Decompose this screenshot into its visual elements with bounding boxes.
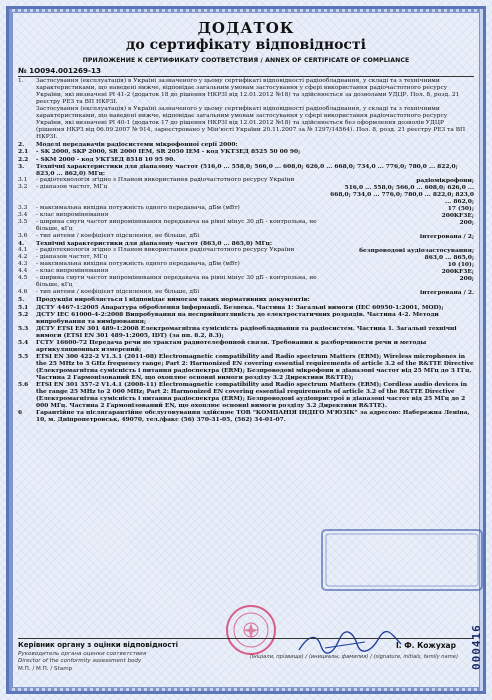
blue-rectangular-stamp-icon [318, 520, 488, 610]
clause-text: - діапазон частот, МГц [36, 183, 108, 190]
clause-value: 17 (50); [447, 204, 474, 212]
clause-number: 5.2 [18, 310, 29, 318]
clause-number: 4.3 [18, 261, 28, 268]
clause-row [18, 177, 474, 184]
clause-text: - клас випромінювання [36, 211, 109, 218]
clause-row [18, 205, 474, 212]
clause-row [18, 148, 474, 155]
serial-number: 000416 [470, 624, 483, 670]
clause-text: ГСТУ 16600-72 Передача речи по трактам радиотелефонной связи. Требования к разборчивости речи и методы артикуляционных измерений; [36, 338, 427, 353]
clause-row [18, 78, 474, 106]
clause-number: 4.6 [18, 289, 28, 296]
clause-row [18, 304, 474, 311]
clause-row [18, 325, 474, 339]
clause-text: - діапазон частот, МГц [36, 254, 108, 261]
authority-title-en: Director of the conformity assessment body [18, 658, 142, 664]
clause-row [18, 106, 474, 141]
clause-text: Застосування (експлуатація) в Україні зазначеного у цьому сертифікаті відповідності радіообладнання, у складі та з технічними характеристиками, що наведені нижче, відповідає загальним умовам застосування у сфері використання радіочастотного ресурсу України, які визначені РІ 40-1 (додаток 17 до рішення НКРЗІ від 12.01.2012 №18) та здійснюється без оформлення дозволів УДЦР (рішення НКРЗ від 06.09.2007 № 914, зареєстровано у Мін'юсті України 20.11.2007 за № 1297/14564). Пол. 8, розд. 21 реєстру РЕЗ та ВП НКРЗІ. [36, 106, 466, 141]
clause-text: Застосування (експлуатація) в Україні зазначеного у цьому сертифікаті відповідності радіообладнання, у складі та з технічними характеристиками, що наведені нижче, відповідає загальним умовам застосування у сфері використання радіочастотного ресурсу України, які визначені РІ 41-2 (додаток 18 до рішення НКРЗІ від 12.01.2012 №18) та здійснюється за дозволами УДЦР. Пол. 8, розд. 21 реєстру РЕЗ та ВП НКРЗІ. [36, 78, 460, 106]
clause-row [18, 212, 474, 219]
clause-number: 1. [18, 78, 24, 84]
clause-row [18, 339, 474, 353]
clause-text: - SK 2000, SKP 2000, SR 2000 IEM, SR 2050 IEM - код УКТЗЕД 8525 50 00 90; [36, 148, 301, 156]
clause-value: 863,0 ... 865,0; [424, 254, 474, 262]
clause-row [18, 184, 474, 205]
clause-number: 2. [18, 141, 25, 149]
clauses-list [18, 78, 474, 423]
authority-title: Керівник органу з оцінки відповідності [18, 641, 178, 649]
clause-text: Технічні характеристики для діапазону частот (516,0 ... 558,0; 566,0 ... 608,0; 626,0 ... 668,0; 734,0 ... 776,0; 780,0 ... 822,0; 823,0 ... 862,0) МГц: [36, 162, 458, 177]
clause-row [18, 141, 474, 148]
clause-value: інтегрована / 2; [419, 233, 474, 241]
stamp-label: М.П. / М.П. / Stamp [18, 666, 73, 672]
clause-text: - тип антени / коефіцієнт підсилення, не більше, дБі [36, 289, 200, 296]
clause-value: інтегрована / 2. [419, 289, 474, 297]
clause-number: 2.2 [18, 155, 29, 163]
clause-row [18, 289, 474, 296]
clause-text: - SKM 2000 - код УКТЗЕД 8518 10 95 90. [36, 155, 176, 163]
clause-text: ДСТУ 4467-1:2005 Апаратура оброблення інформації. Безпека. Частина 1: Загальні вимоги (IEC 60950-1:2001, MOD); [36, 303, 444, 311]
certificate-number: № 1O094.001269-13 [18, 66, 474, 77]
clause-text: - тип антени / коефіцієнт підсилення, не більше, дБі [36, 233, 200, 240]
clause-number: 4.2 [18, 254, 28, 261]
clause-row [18, 296, 474, 303]
clause-number: 3. [18, 162, 25, 170]
clause-number: 6 [18, 409, 23, 417]
clause-row [18, 409, 474, 423]
clause-value: 516,0 ... 558,0; 566,0 ... 608,0; 626,0 ... 668,0; 734,0 ... 776,0; 780,0 ... 822,0; 823,0 ... 862,0; [330, 183, 474, 205]
clause-number: 3.4 [18, 211, 28, 218]
document-title: ДОДАТОК [197, 20, 295, 37]
clause-text: - ширина смуги частот випромінювання передавача на рівні мінус 30 дБ - контрольна, не більше, кГц [36, 275, 317, 289]
signature-footer [18, 638, 474, 678]
clause-number: 5.3 [18, 324, 29, 332]
clause-value: безпроводові аудіозастосування; [359, 247, 474, 255]
clause-row [18, 156, 474, 163]
clause-number: 4.1 [18, 247, 28, 254]
clause-text: ДСТУ IEC 61000-4-2:2008 Випробування на несприйнятливість до електростатичних розрядів. Частина 4-2. Методи випробування та вимірювання; [36, 310, 439, 325]
clause-text: ДСТУ ETSI EN 301 489-1:2008 Електромагнітна сумісність радіообладнання та радіосистем. Частина 1. Загальні технічні вимоги (ETSI EN 301 489-1:2005, IDT) (за пп. 8.2, 8.3); [36, 324, 457, 339]
clause-row [18, 275, 474, 289]
clause-number: 4.5 [18, 275, 28, 282]
clause-row [18, 268, 474, 275]
clause-number: 4. [18, 240, 25, 248]
clause-number: 3.6 [18, 233, 28, 240]
clause-number: 3.2 [18, 183, 28, 190]
clause-number [18, 106, 36, 141]
clause-number: 5. [18, 296, 25, 304]
clause-text: Технічні характеристики для діапазону частот (863,0 ... 865,0) МГц: [36, 240, 273, 248]
clause-text: ETSI EN 300 422-2 V1.3.1 (2011-08) Electromagnetic compatibility and Radio spectrum Matters (ERM); Wireless microphones in the 25 MHz to 3 GHz frequency range; Part 2: Harmonized EN covering essential requirements of article 3.2 of the R&TTE Directive (Електромагнітна сумісність і питання радіоспектра (ERM); Безпроводові мікрофони в діапазоні частот від 25 МГц до 3 ГГц. Частина 2 Гармонізований EN, що охоплює основні вимоги розділу 3.2 Директиви R&TTE); [36, 352, 474, 381]
clause-row [18, 353, 474, 381]
clause-row [18, 219, 474, 233]
clause-row [18, 311, 474, 325]
clause-number: 4.4 [18, 268, 28, 275]
authority-title-ru: Руководитель органа оценки соответствия [18, 651, 147, 657]
clause-row [18, 261, 474, 268]
clause-number: 5.1 [18, 303, 29, 311]
clause-text: - максимальна вихідна потужність одного передавача, дБм (мВт) [36, 261, 240, 268]
clause-number: 3.5 [18, 218, 28, 225]
document-subtitle: до сертифікату відповідності [126, 37, 366, 53]
clause-number: 3.3 [18, 204, 28, 211]
clause-value: 200KF3E; [441, 268, 474, 276]
clause-text: - радіотехнологія згідно з Планом використання радіочастотного ресурсу України [36, 247, 295, 254]
clause-text: ETSI EN 301 357-2 V1.4.1 (2008-11) Electromagnetic compatibility and Radio spectrum Matters (ERM); Cordless audio devices in the range 25 MHz to 2 000 MHz; Part 2: Harmonized EN covering essential requirements of article 3.2 of the R&TTE Directive (Електромагнітна сумісність і питання радіоспектра (ERM); Безпроводові аудіопристрої в діапазоні частот від 25 МГц до 2 000 МГц. Частина 2 Гармонізований EN, що охоплює основні вимоги розділу 3.2 Директиви R&TTE). [36, 381, 468, 410]
clause-row [18, 381, 474, 409]
clause-number: 5.5 [18, 352, 29, 360]
clause-number: 5.6 [18, 381, 29, 389]
signer-note: (ініціали, прізвище) / (инициалы, фамилия) / (signature, initials, family name) [249, 654, 458, 660]
clause-value: 200; [459, 218, 474, 226]
clause-value: 10 (10); [447, 261, 474, 269]
clause-number: 5.4 [18, 338, 29, 346]
clause-text: Моделі передавачів радіосистеми мікрофонної серії 2000: [36, 141, 238, 149]
clause-text: Гарантійне та післягарантійне обслуговування здійснює ТОВ "КОМПАНІЯ ІНДІГО М'ЮЗІК" за адресою: Набережна Леніна, 10, м. Дніпропетровськ, 49070, тел./факс (56) 370-31-05, (562) 34-01-07. [36, 409, 470, 424]
clause-row [18, 233, 474, 240]
footer-divider [18, 638, 474, 639]
clause-value: 200; [459, 275, 474, 283]
clause-text: - радіотехнологія згідно з Планом використання радіочастотного ресурсу України [36, 176, 295, 183]
annex-heading: ПРИЛОЖЕНИЕ К СЕРТИФИКАТУ СООТВЕТСТВИЯ / ANNEX OF CERTIFICATE OF COMPLIANCE [82, 57, 410, 64]
clause-text: - максимальна вихідна потужність одного передавача, дБм (мВт) [36, 204, 240, 211]
signer-name: І. Ф. Кожухар [395, 641, 456, 650]
clause-text: - клас випромінювання [36, 268, 109, 275]
clause-row [18, 240, 474, 247]
clause-number: 3.1 [18, 176, 28, 183]
clause-value: 200KF3E; [441, 211, 474, 219]
clause-text: Продукція виробляється і відповідає вимогам таких нормативних документів: [36, 296, 310, 304]
clause-value: радіомікрофони; [416, 176, 474, 184]
clause-row [18, 163, 474, 177]
clause-row [18, 247, 474, 254]
clause-number: 2.1 [18, 148, 29, 156]
clause-text: - ширина смуги частот випромінювання передавача на рівні мінус 30 дБ - контрольна, не більше, кГц [36, 218, 317, 232]
